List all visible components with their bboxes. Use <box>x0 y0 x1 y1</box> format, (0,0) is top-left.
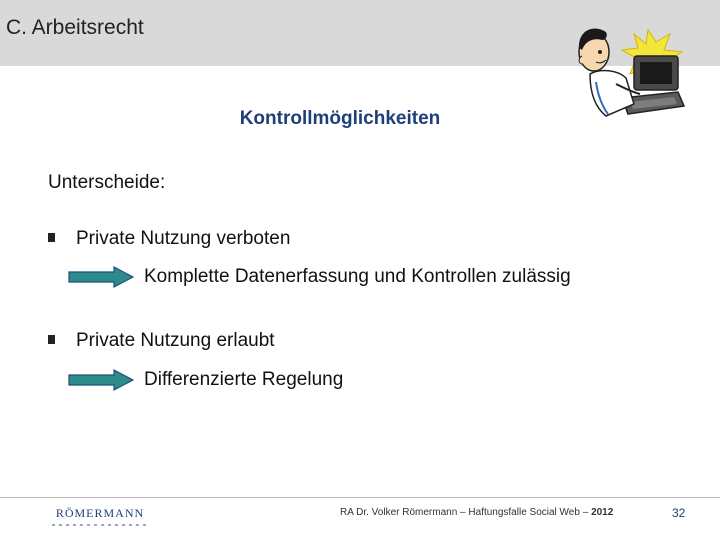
slide-title: Kontrollmöglichkeiten <box>239 108 441 129</box>
logo-text: RÖMERMANN <box>55 506 145 520</box>
square-bullet-icon <box>48 233 55 242</box>
result-row-2 <box>68 369 343 391</box>
footer-year: 2012 <box>591 507 614 518</box>
bullet-item-2 <box>48 330 275 352</box>
result-text: Komplette Datenerfassung und Kontrollen zulässig <box>144 266 571 287</box>
result-row-1 <box>68 266 571 288</box>
square-bullet-icon <box>48 335 55 344</box>
citation-text: RA Dr. Volker Römermann – Haftungsfalle Social Web – <box>340 507 589 518</box>
company-logo <box>52 506 148 526</box>
arrow-right-icon <box>68 369 134 391</box>
intro-label: Unterscheide: <box>48 172 166 193</box>
logo-underline <box>52 524 148 526</box>
footer-citation <box>340 507 613 518</box>
result-text: Differenzierte Regelung <box>144 369 344 390</box>
bullet-text: Private Nutzung verboten <box>76 228 291 249</box>
section-title: C. Arbeitsrecht <box>6 16 144 39</box>
footer-divider <box>0 497 720 498</box>
bullet-item-1 <box>48 228 290 250</box>
arrow-right-icon <box>68 266 134 288</box>
bullet-text: Private Nutzung erlaubt <box>76 330 275 351</box>
page-number: 32 <box>672 506 686 520</box>
